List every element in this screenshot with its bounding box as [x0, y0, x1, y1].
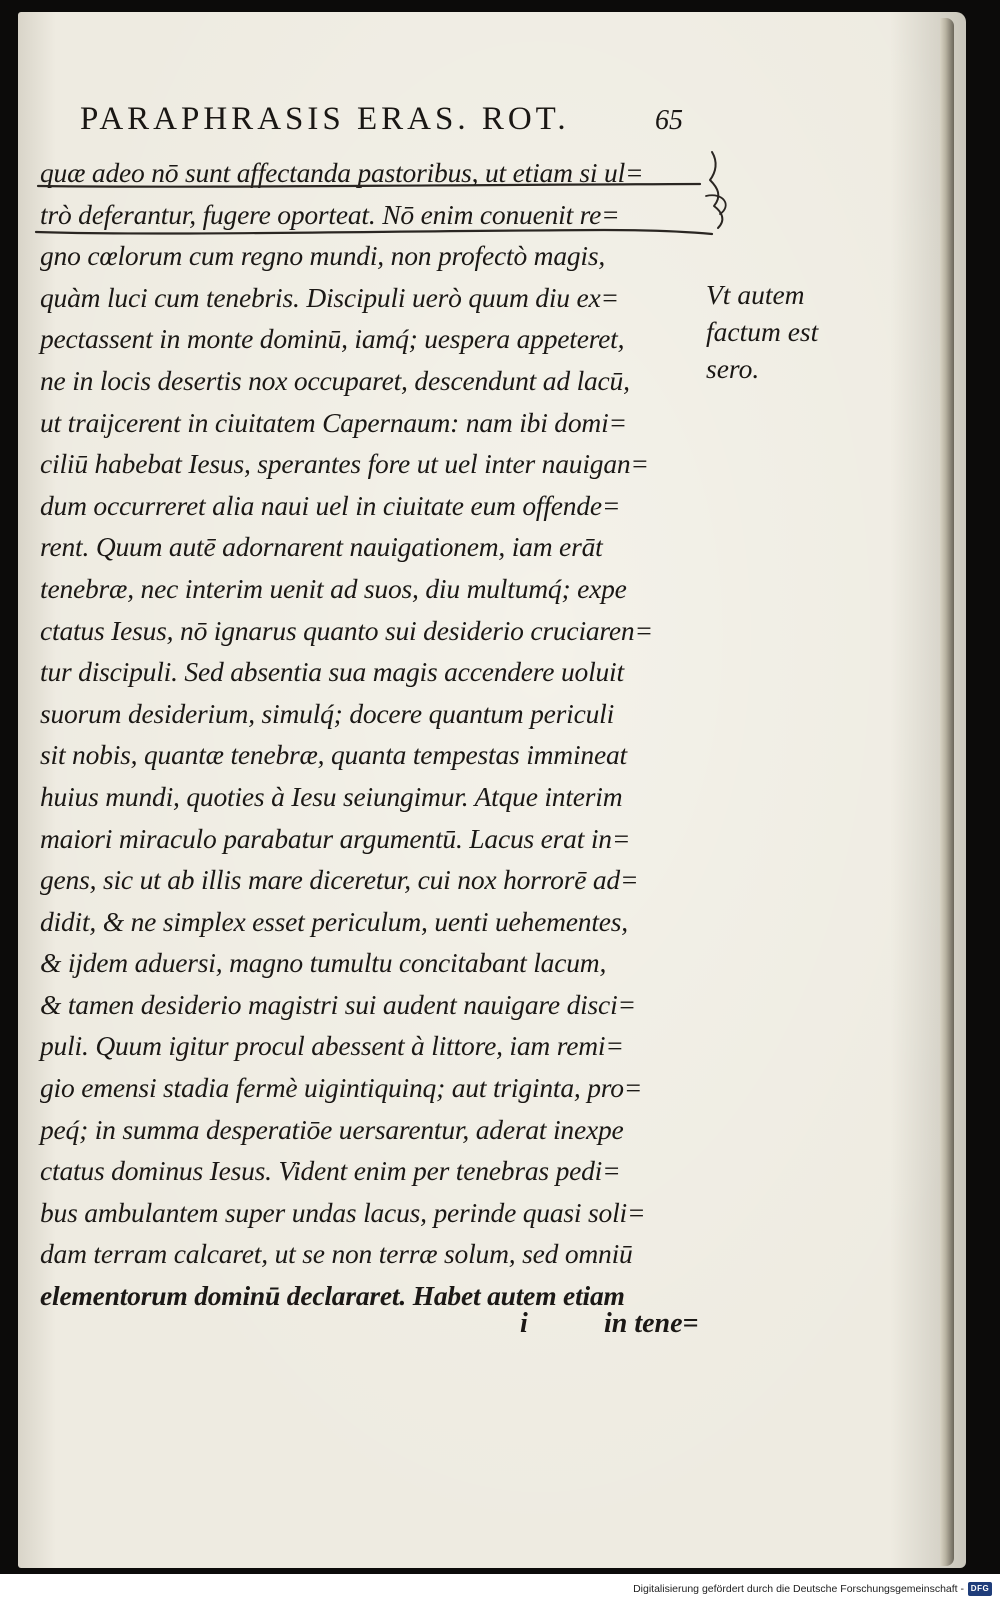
text-line: trò deferantur, fugere oporteat. Nō enim conuenit re=: [40, 198, 620, 230]
text-line: ctatus dominus Iesus. Vident enim per tenebras pedi=: [40, 1155, 621, 1187]
text-line: pectassent in monte dominū, iamq́; uespera appeteret,: [40, 323, 625, 355]
text-line: rent. Quum autē adornarent nauigationem, iam erāt: [40, 531, 603, 563]
text-line: sit nobis, quantæ tenebræ, quanta tempestas immineat: [40, 739, 627, 771]
text-line: dam terram calcaret, ut se non terræ solum, sed omniū: [40, 1238, 633, 1270]
text-line: ut traijcerent in ciuitatem Capernaum: nam ibi domi=: [40, 406, 627, 438]
text-line: didit, & ne simplex esset periculum, uenti uehementes,: [40, 905, 628, 937]
text-line: gio emensi stadia fermè uigintiquinq; aut triginta, pro=: [40, 1072, 643, 1104]
text-line: ciliū habebat Iesus, sperantes fore ut uel inter nauigan=: [40, 448, 649, 480]
text-line: quæ adeo nō sunt affectanda pastoribus, ut etiam si ul=: [40, 157, 644, 188]
page-footer-marks: [520, 1308, 720, 1352]
text-line: tenebræ, nec interim uenit ad suos, diu multumq́; expe: [40, 572, 627, 604]
text-line: & tamen desiderio magistri sui audent nauigare disci=: [40, 988, 636, 1020]
text-line: ctatus Iesus, nō ignarus quanto sui desiderio cruciaren=: [40, 614, 653, 646]
text-line: maiori miraculo parabatur argumentū. Lacus erat in=: [40, 822, 631, 854]
catchword: in tene=: [604, 1308, 699, 1339]
text-line: gens, sic ut ab illis mare diceretur, cui nox horrorē ad=: [40, 864, 639, 896]
body-text: [40, 152, 712, 1317]
text-line: gno cœlorum cum regno mundi, non profectò magis,: [40, 240, 606, 272]
marginal-note-line: Vt autem: [706, 279, 805, 310]
text-line: huius mundi, quoties à Iesu seiungimur. Atque interim: [40, 780, 623, 812]
text-line: peq́; in summa desperatiōe uersarentur, aderat inexpe: [40, 1113, 624, 1145]
text-line: quàm luci cum tenebris. Discipuli uerò quum diu ex=: [40, 281, 619, 313]
text-line: ne in locis desertis nox occuparet, descendunt ad lacū,: [40, 364, 630, 396]
text-line: & ijdem aduersi, magno tumultu concitabant lacum,: [40, 947, 607, 979]
running-head: [80, 101, 720, 149]
page-edge-shadow: [940, 18, 954, 1566]
folio-number: 65: [655, 105, 683, 136]
dfg-logo: DFG: [968, 1582, 992, 1596]
marginal-note-line: sero.: [706, 353, 760, 384]
signature-mark: i: [520, 1308, 528, 1339]
running-head-title: PARAPHRASIS ERAS. ROT.: [80, 101, 570, 137]
digitization-credit-bar: [0, 1574, 1000, 1606]
text-line: dum occurreret alia naui uel in ciuitate eum offende=: [40, 489, 621, 521]
text-line: suorum desiderium, simulq́; docere quantum periculi: [40, 697, 615, 729]
marginal-note-line: factum est: [706, 316, 819, 347]
marginal-note: [706, 276, 846, 387]
text-line: bus ambulantem super undas lacus, perinde quasi soli=: [40, 1196, 646, 1228]
text-line: elementorum dominū declararet. Habet autem etiam: [40, 1280, 625, 1312]
text-line: puli. Quum igitur procul abessent à littore, iam remi=: [40, 1030, 624, 1062]
dfg-credit-text: Digitalisierung gefördert durch die Deutsche Forschungsgemeinschaft -: [633, 1583, 964, 1595]
text-line: tur discipuli. Sed absentia sua magis accendere uoluit: [40, 656, 624, 688]
